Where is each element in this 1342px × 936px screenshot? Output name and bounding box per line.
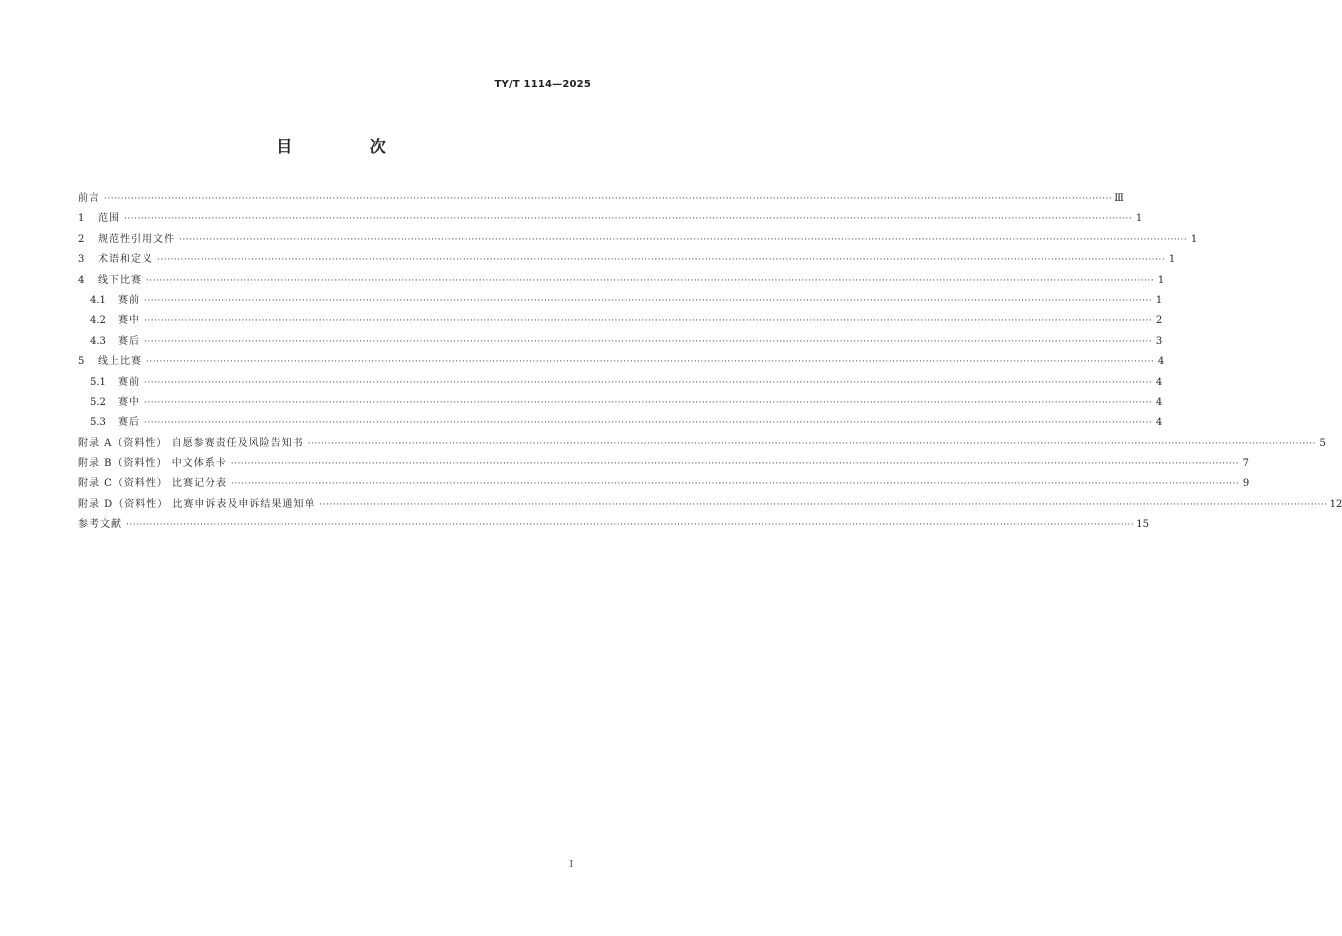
toc-entry[interactable]: [78, 332, 1163, 352]
toc-dot-leader: ············································································································································································································································································································: [104, 194, 1113, 204]
toc-entry-label: 赛后: [118, 417, 140, 429]
toc-entry-page: 4: [1155, 417, 1163, 429]
toc-entry-label: 附录 D（资料性） 比赛申诉表及申诉结果通知单: [78, 498, 316, 510]
toc-entry[interactable]: [78, 291, 1163, 311]
toc-entry-label: 参考文献: [78, 519, 122, 531]
toc-entry-number: 5: [78, 356, 85, 368]
page-title: 目 次: [276, 137, 422, 156]
toc-entry-page: 7: [1242, 458, 1249, 470]
toc-dot-leader: ············································································································································································································································································································: [231, 479, 1240, 490]
toc-dot-leader: ············································································································································································································································································································: [144, 377, 1153, 388]
toc-entry-page: 12: [1329, 498, 1342, 510]
toc-entry-number: 4: [78, 274, 85, 286]
toc-entry-page: 15: [1136, 519, 1149, 531]
toc-entry-label: 术语和定义: [98, 254, 153, 266]
table-of-contents: [78, 189, 1342, 536]
toc-dot-leader: ············································································································································································································································································································: [144, 397, 1153, 408]
toc-entry[interactable]: [78, 271, 1165, 291]
toc-dot-leader: ············································································································································································································································································································: [144, 316, 1153, 327]
toc-entry[interactable]: [78, 250, 1176, 270]
toc-entry-label: 范围: [98, 213, 120, 225]
toc-entry[interactable]: [78, 434, 1326, 454]
toc-entry-number: 4.1: [90, 294, 106, 306]
toc-dot-leader: ············································································································································································································································································································: [319, 499, 1328, 510]
toc-entry-label: 规范性引用文件: [98, 233, 175, 245]
document-code: TY/T 1114—2025: [494, 79, 591, 90]
page-number-footer: I: [569, 860, 573, 870]
toc-dot-leader: ············································································································································································································································································································: [144, 418, 1153, 429]
toc-entry[interactable]: [78, 311, 1163, 331]
toc-dot-leader: ············································································································································································································································································································: [307, 438, 1316, 449]
toc-entry-label: 附录 C（资料性） 比赛记分表: [78, 478, 228, 490]
toc-entry-number: 2: [78, 233, 85, 245]
toc-entry-label: 赛中: [118, 315, 140, 327]
toc-entry-label: 赛后: [118, 335, 140, 347]
toc-entry[interactable]: [78, 352, 1165, 372]
toc-entry[interactable]: [78, 373, 1163, 393]
toc-entry-page: 1: [1157, 274, 1165, 286]
toc-entry[interactable]: [78, 413, 1163, 433]
toc-entry[interactable]: [78, 393, 1163, 413]
toc-entry-page: 2: [1155, 315, 1163, 327]
toc-entry[interactable]: [78, 474, 1250, 494]
toc-entry-page: 4: [1157, 356, 1165, 368]
toc-entry-number: 5.1: [90, 376, 106, 388]
toc-entry-number: 5.2: [90, 396, 106, 408]
toc-dot-leader: ············································································································································································································································································································: [124, 214, 1133, 225]
toc-entry[interactable]: [78, 230, 1198, 250]
toc-entry-number: 3: [78, 254, 85, 266]
toc-entry[interactable]: [78, 189, 1124, 209]
toc-entry-page: 9: [1242, 478, 1250, 490]
toc-entry-label: 线上比赛: [98, 356, 142, 368]
toc-entry[interactable]: [78, 209, 1143, 229]
toc-entry-number: 4.3: [90, 335, 106, 347]
toc-entry-page: 1: [1168, 254, 1176, 266]
toc-entry[interactable]: [78, 495, 1342, 515]
toc-entry-page: 1: [1190, 233, 1198, 245]
toc-entry-page: 5: [1319, 437, 1326, 449]
toc-dot-leader: ············································································································································································································································································································: [230, 459, 1239, 470]
toc-entry-label: 赛前: [118, 294, 140, 306]
toc-entry-page: Ⅲ: [1114, 193, 1124, 204]
toc-dot-leader: ············································································································································································································································································································: [146, 275, 1155, 286]
toc-dot-leader: ············································································································································································································································································································: [179, 234, 1188, 245]
toc-entry-label: 附录 B（资料性） 中文体系卡: [78, 458, 227, 470]
toc-entry-page: 3: [1155, 335, 1163, 347]
toc-entry[interactable]: [78, 515, 1149, 535]
toc-dot-leader: ············································································································································································································································································································: [126, 520, 1135, 531]
toc-entry-number: 4.2: [90, 315, 106, 327]
toc-dot-leader: ············································································································································································································································································································: [144, 336, 1153, 347]
toc-entry-label: 附录 A（资料性） 自愿参赛责任及风险告知书: [78, 437, 304, 449]
toc-entry-page: 4: [1155, 396, 1163, 408]
toc-entry-label: 赛前: [118, 376, 140, 388]
toc-entry-label: 赛中: [118, 396, 140, 408]
toc-entry-page: 1: [1135, 213, 1143, 225]
toc-entry-page: 1: [1155, 294, 1163, 306]
toc-entry-page: 4: [1155, 376, 1163, 388]
toc-entry[interactable]: [78, 454, 1249, 474]
toc-entry-label: 线下比赛: [98, 274, 142, 286]
toc-dot-leader: ············································································································································································································································································································: [146, 357, 1155, 368]
toc-entry-number: 1: [78, 213, 85, 225]
toc-dot-leader: ············································································································································································································································································································: [144, 295, 1153, 306]
toc-entry-label: 前言: [78, 193, 100, 204]
toc-dot-leader: ············································································································································································································································································································: [157, 255, 1166, 266]
toc-entry-number: 5.3: [90, 417, 106, 429]
